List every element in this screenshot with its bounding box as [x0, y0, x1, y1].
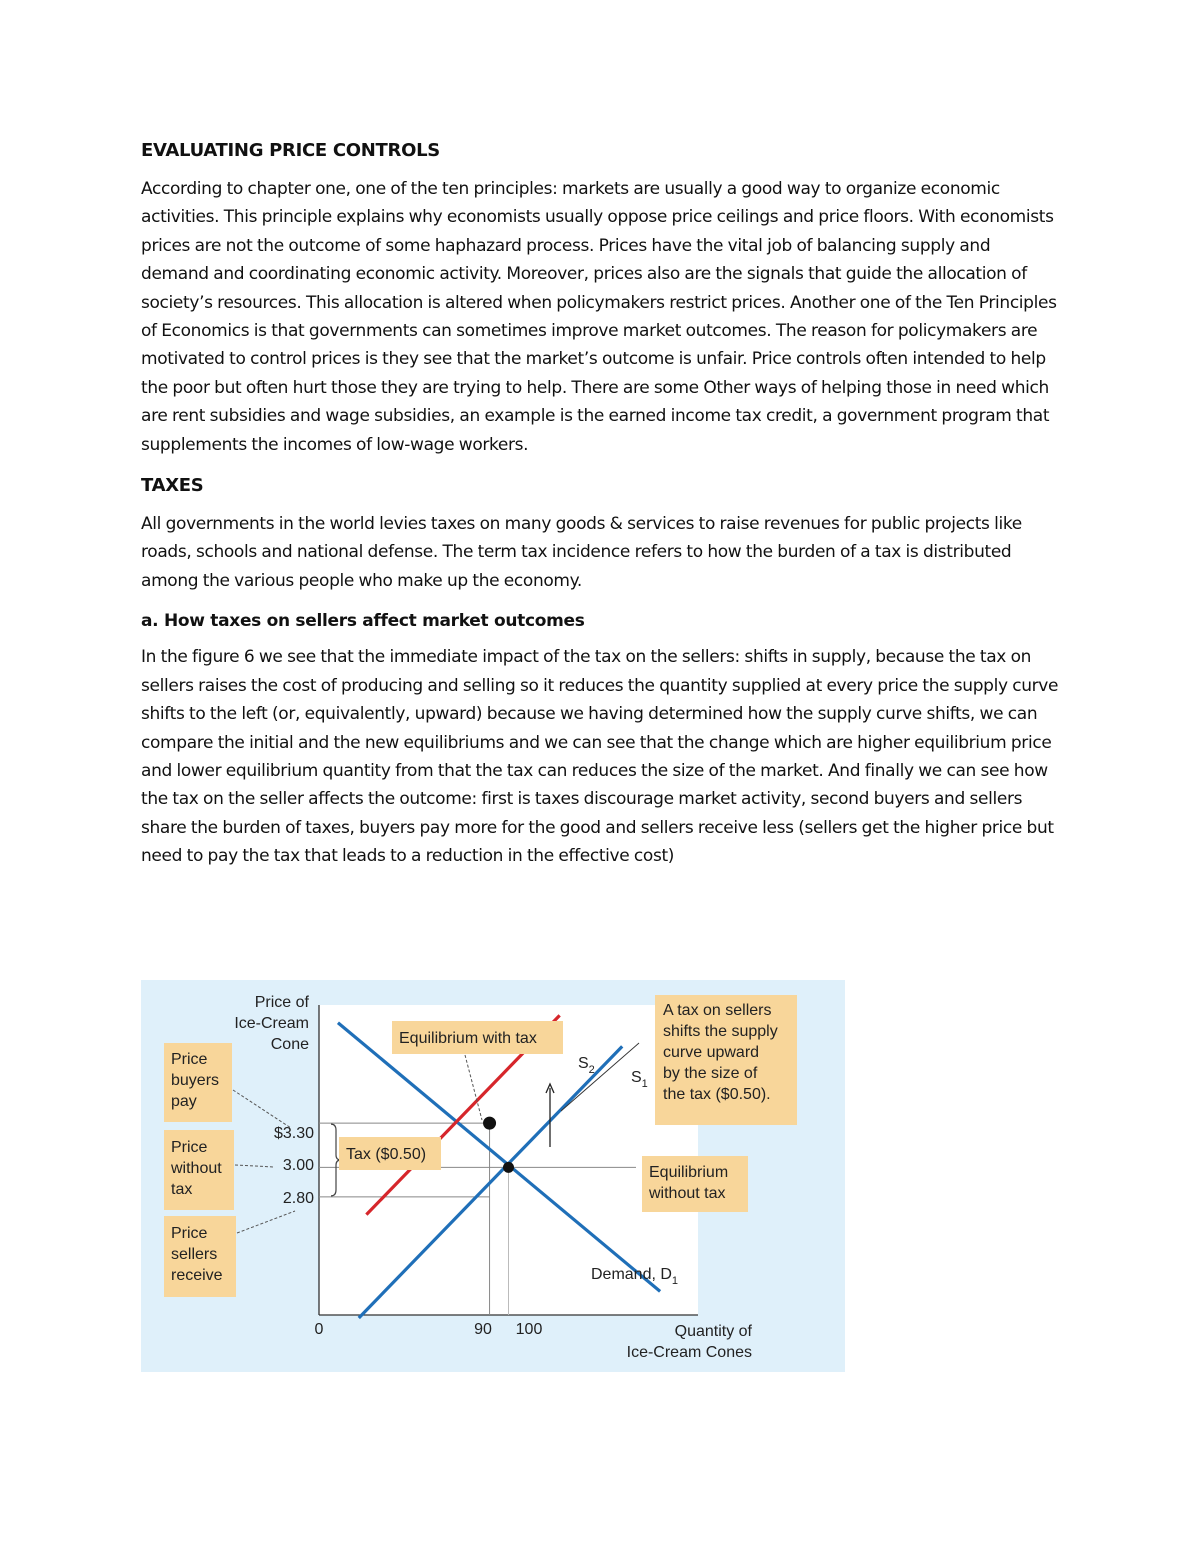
callout-without-tax-line2: without: [171, 1160, 222, 1177]
callout-tax-explain-line2: shifts the supply: [663, 1023, 778, 1040]
x-axis-label-line1: Quantity of: [674, 1323, 752, 1340]
callout-sellers-receive-line1: Price: [171, 1225, 208, 1242]
paragraph-taxes-on-sellers: In the figure 6 we see that the immediate impact of the tax on the sellers: shifts in supply, because the tax on sellers raises the cost of producing and selling so it reduces the quantity supplied at every price the supply curve shifts to the left (or, equivalently, upward) because we having determined how the supply curve shifts, we can compare the initial and the new equilibriums and we can see that the change which are higher equilibrium price and lower equilibrium quantity from that the tax can reduces the size of the market. And finally we can see how the tax on the seller affects the outcome: first is taxes discourage market activity, second buyers and sellers share the burden of taxes, buyers pay more for the good and sellers receive less (sellers get the higher price but need to pay the tax that leads to a reduction in the effective cost): [141, 647, 1059, 867]
y-tick-300: 3.00: [282, 1157, 314, 1174]
s1-label: $S_1$: [631, 1069, 648, 1090]
callout-tax-amount-text: Tax ($0.50): [346, 1146, 427, 1163]
callout-sellers-receive-line2: sellers: [171, 1246, 218, 1263]
section-heading-price-controls: EVALUATING PRICE CONTROLS: [141, 140, 440, 161]
callout-buyers-pay-line3: pay: [171, 1093, 197, 1110]
callout-eq-without-tax-line1: Equilibrium: [649, 1164, 729, 1181]
paragraph-taxes: All governments in the world levies taxes on many goods & services to raise revenues for public projects like roads, schools and national defense. The term tax incidence refers to how the burden of a tax is distributed among the various people who make up the economy.: [141, 514, 1022, 591]
callout-buyers-pay-line2: buyers: [171, 1072, 220, 1089]
equilibrium-without-tax-point: [503, 1162, 514, 1173]
callout-tax-explain-line1: A tax on sellers: [663, 1002, 772, 1019]
tax-incidence-figure: [141, 980, 845, 1372]
callout-tax-explain-line3: curve upward: [663, 1044, 760, 1061]
x-tick-100: 100: [515, 1321, 543, 1338]
section-heading-taxes: TAXES: [141, 475, 204, 497]
x-axis-label-line2: Ice-Cream Cones: [626, 1344, 752, 1361]
callout-eq-with-tax-text: Equilibrium with tax: [399, 1030, 537, 1047]
y-axis-label-line2: Ice-Cream: [234, 1015, 309, 1032]
callout-eq-without-tax-line2: without tax: [649, 1185, 726, 1202]
callout-tax-explain-line4: by the size of: [663, 1065, 758, 1082]
callout-without-tax-line1: Price: [171, 1139, 208, 1156]
y-axis-label-line1: Price of: [254, 994, 309, 1011]
demand-label: Demand, $D_1$: [591, 1266, 679, 1287]
callout-buyers-pay-line1: Price: [171, 1051, 208, 1068]
s2-label: $S_2$: [578, 1055, 595, 1076]
x-tick-90: 90: [474, 1321, 492, 1338]
callout-tax-explain-line5: the tax ($0.50).: [663, 1086, 771, 1103]
document-page: [141, 140, 1061, 887]
x-tick-0: 0: [314, 1321, 324, 1338]
callout-without-tax-line3: tax: [171, 1181, 193, 1198]
y-tick-330: $3.30: [273, 1125, 314, 1142]
paragraph-price-controls: According to chapter one, one of the ten principles: markets are usually a good way to organize economic activities. This principle explains why economists usually oppose price ceilings and price floors. With economists prices are not the outcome of some haphazard process. Prices have the vital job of balancing supply and demand and coordinating economic activity. Moreover, prices also are the signals that guide the allocation of society’s resources. This allocation is altered when policymakers restrict prices. Another one of the Ten Principles of Economics is that governments can sometimes improve market outcomes. The reason for policymakers are motivated to control prices is they see that the market’s outcome is unfair. Price controls often intended to help the poor but often hurt those they are trying to help. There are some Other ways of helping those in need which are rent subsidies and wage subsidies, an example is the earned income tax credit, a government program that supplements the incomes of low-wage workers.: [141, 179, 1057, 455]
y-tick-280: 2.80: [282, 1190, 314, 1207]
callout-sellers-receive-line3: receive: [171, 1267, 223, 1284]
subheading-taxes-on-sellers: a. How taxes on sellers affect market outcomes: [141, 611, 585, 632]
equilibrium-with-tax-point: [483, 1117, 496, 1130]
y-axis-label-line3: Cone: [270, 1036, 309, 1053]
